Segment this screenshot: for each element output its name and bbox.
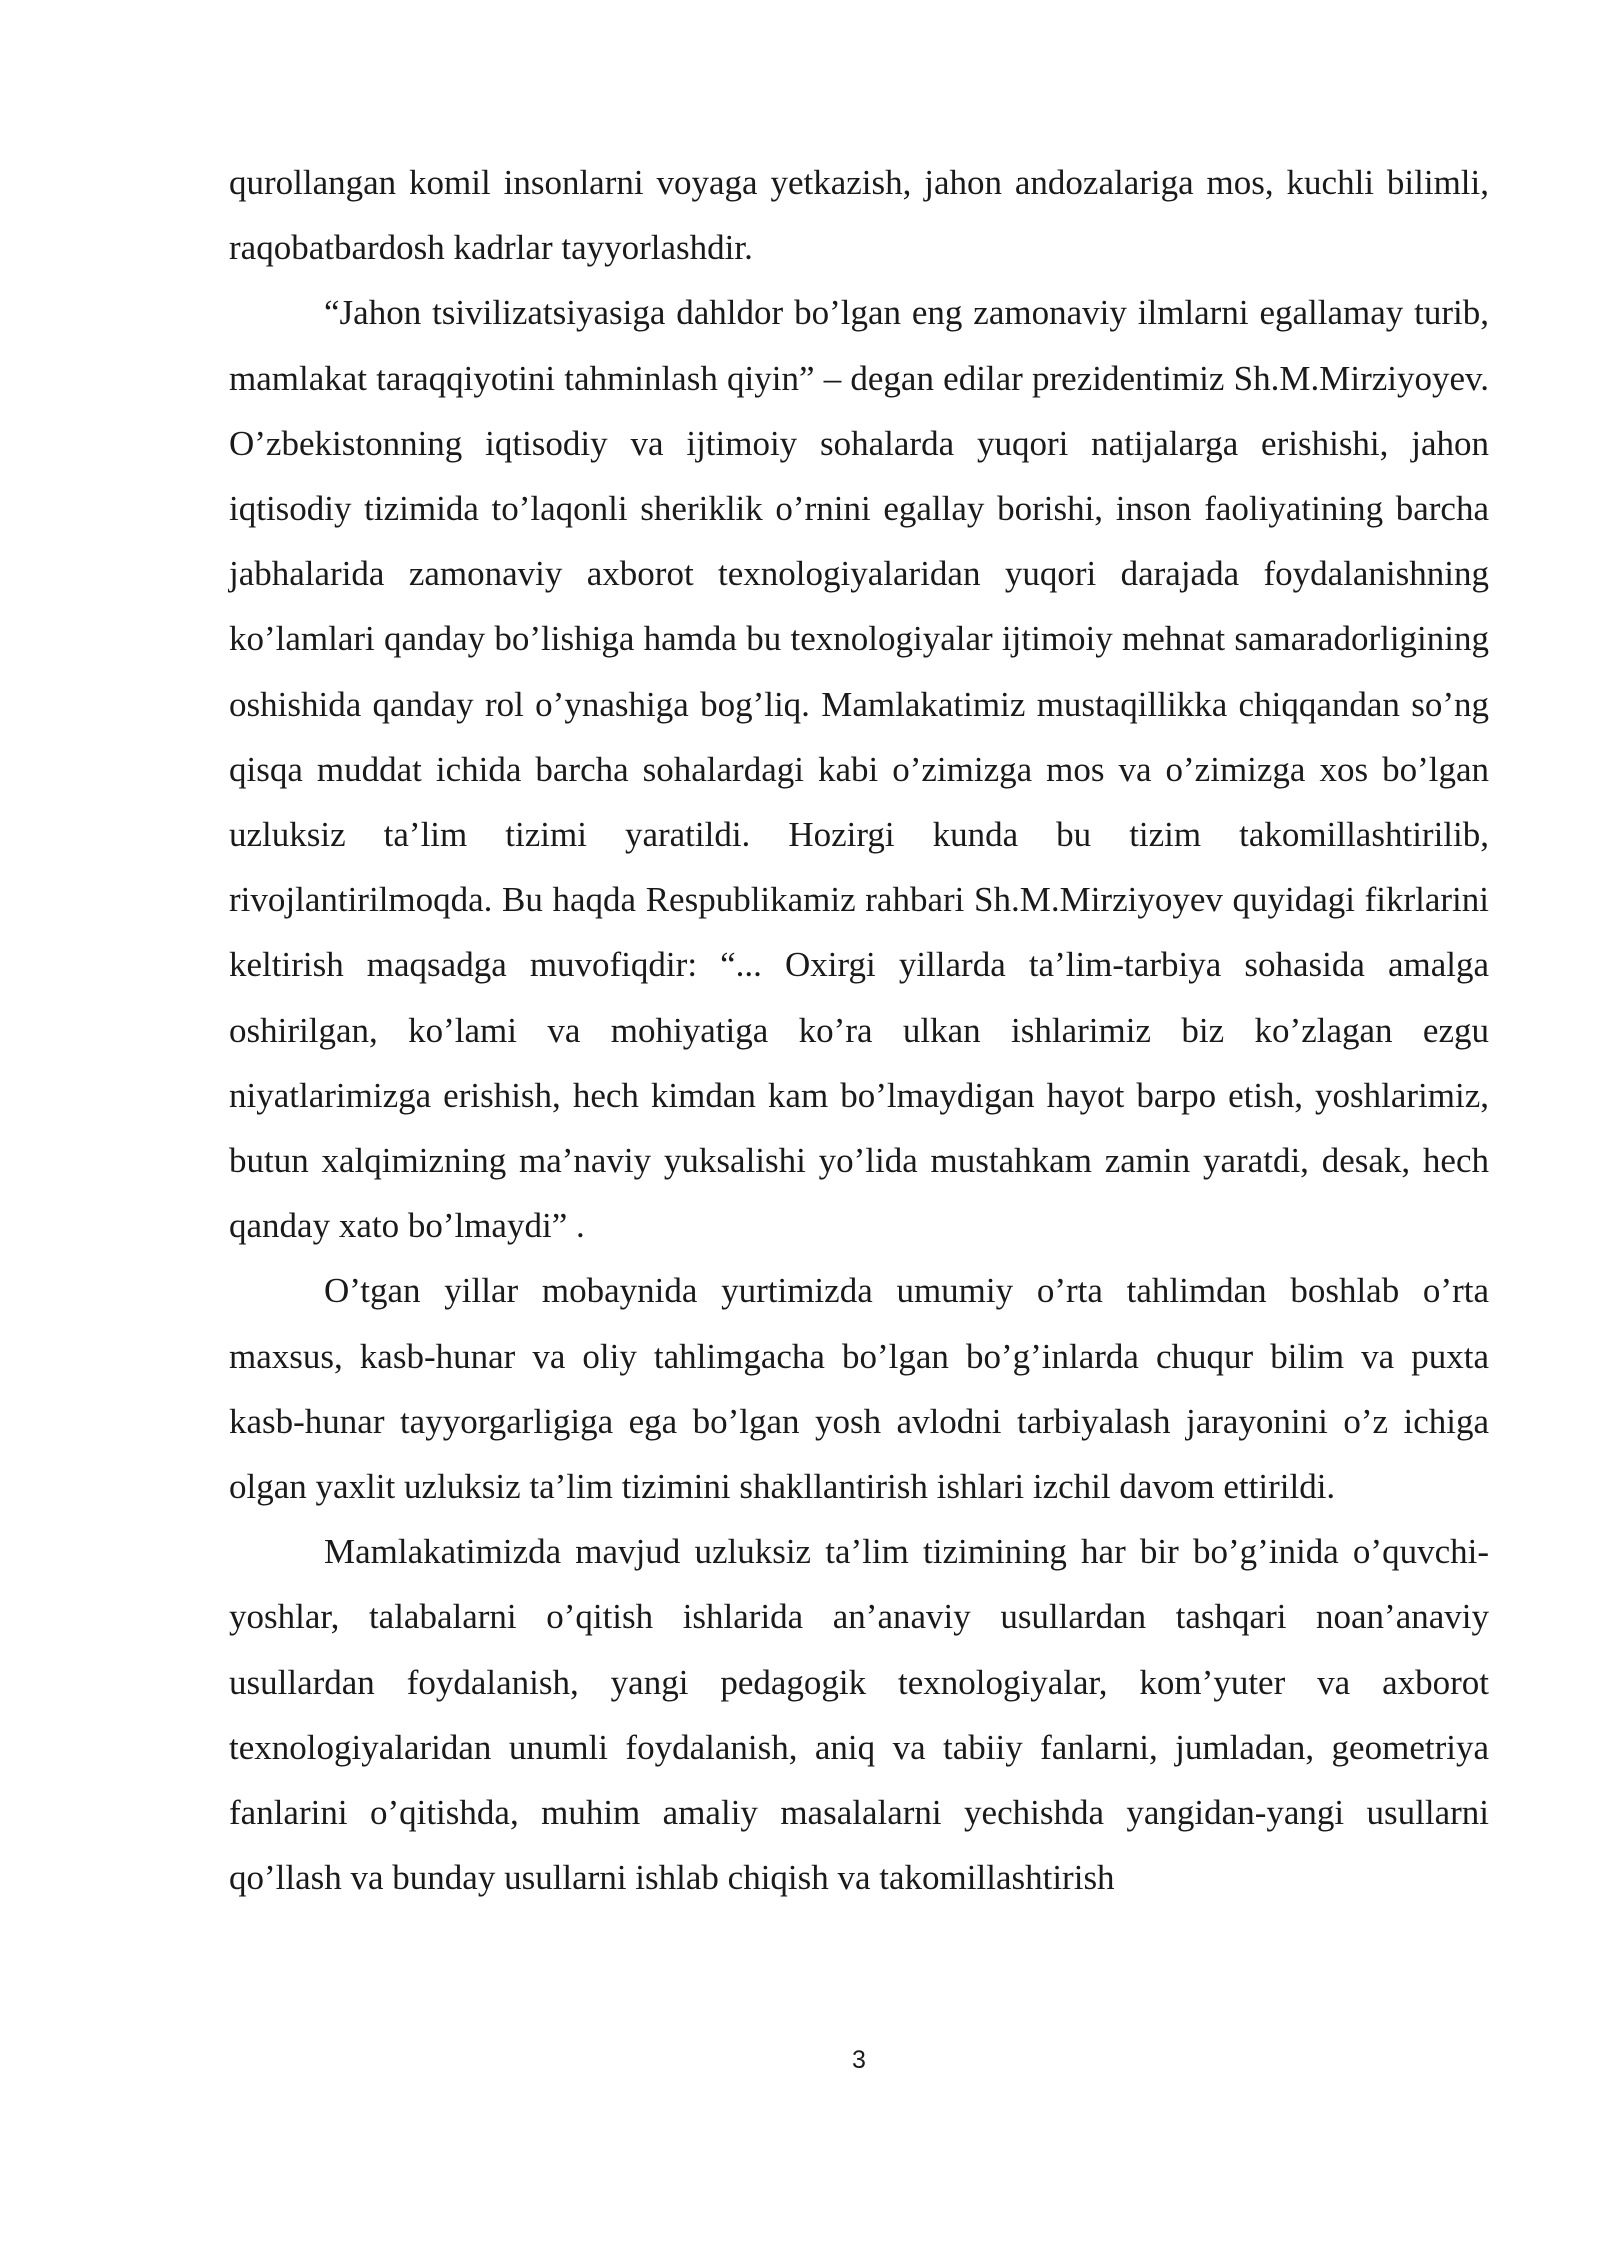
body-text xyxy=(229,150,1489,1910)
paragraph-quote-president: “Jahon tsivilizatsiyasiga dahldor bo’lgan eng zamonaviy ilmlarni egallamay turib, mamlakat taraqqiyotini tahminlash qiyin” – degan edilar prezidentimiz Sh.M.Mirziyoyev. O’zbekistonning iqtisodiy va ijtimoiy sohalarda yuqori natijalarga erishishi, jahon iqtisodiy tizimida to’laqonli sheriklik o’rnini egallay borishi, inson faoliyatining barcha jabhalarida zamonaviy axborot texnologiyalaridan yuqori darajada foydalanishning ko’lamlari qanday bo’lishiga hamda bu texnologiyalar ijtimoiy mehnat samaradorligining oshishida qanday rol o’ynashiga bog’liq. Mamlakatimiz mustaqillikka chiqqandan so’ng qisqa muddat ichida barcha sohalardagi kabi o’zimizga mos va o’zimizga xos bo’lgan uzluksiz ta’lim tizimi yaratildi. Hozirgi kunda bu tizim takomillashtirilib, rivojlantirilmoqda. Bu haqda Respublikamiz rahbari Sh.M.Mirziyoyev quyidagi fikrlarini keltirish maqsadga muvofiqdir: “... Oxirgi yillarda ta’lim-tarbiya sohasida amalga oshirilgan, ko’lami va mohiyatiga ko’ra ulkan ishlarimiz biz ko’zlagan ezgu niyatlarimizga erishish, hech kimdan kam bo’lmaydigan hayot barpo etish, yoshlarimiz, butun xalqimizning ma’naviy yuksalishi yo’lida mustahkam zamin yaratdi, desak, hech qanday xato bo’lmaydi” . xyxy=(229,293,1489,1246)
paragraph-continuation: qurollangan komil insonlarni voyaga yetkazish, jahon andozalariga mos, kuchli bilimli, raqobatbardosh kadrlar tayyorlashdir. xyxy=(229,163,1489,268)
paragraph-continuous-education: Mamlakatimizda mavjud uzluksiz ta’lim tizimining har bir bo’g’inida o’quvchi-yoshlar, talabalarni o’qitish ishlarida an’anaviy usullardan tashqari noan’anaviy usullardan foydalanish, yangi pedagogik texnologiyalar, kom’yuter va axborot texnologiyalaridan unumli foydalanish, aniq va tabiiy fanlarni, jumladan, geometriya fanlarini o’qitishda, muhim amaliy masalalarni yechishda yangidan-yangi usullarni qo’llash va bunday usullarni ishlab chiqish va takomillashtirish xyxy=(229,1532,1489,1898)
paragraph-past-years: O’tgan yillar mobaynida yurtimizda umumiy o’rta tahlimdan boshlab o’rta maxsus, kasb-hunar va oliy tahlimgacha bo’lgan bo’g’inlarda chuqur bilim va puxta kasb-hunar tayyorgarligiga ega bo’lgan yosh avlodni tarbiyalash jarayonini o’z ichiga olgan yaxlit uzluksiz ta’lim tizimini shakllantirish ishlari izchil davom ettirildi. xyxy=(229,1271,1489,1507)
page-number: 3 xyxy=(852,2046,866,2074)
